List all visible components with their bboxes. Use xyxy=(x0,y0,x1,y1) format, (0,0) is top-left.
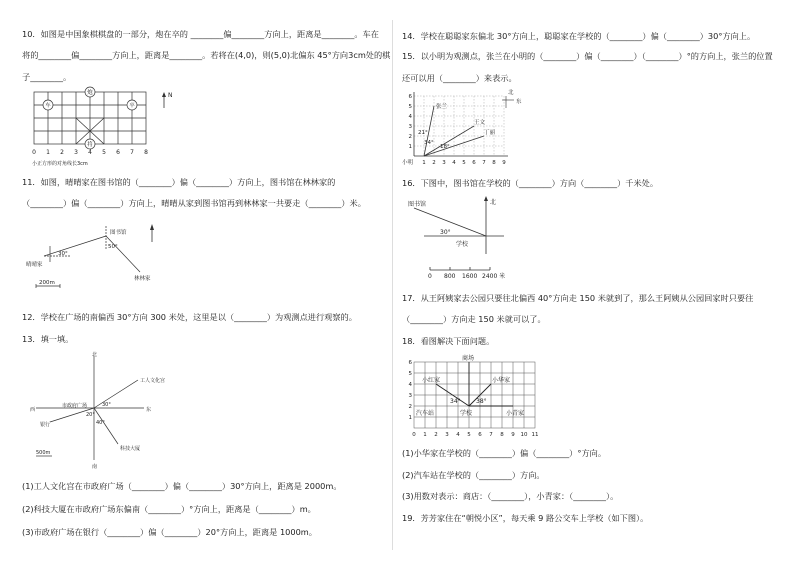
q18-xtick: 10 xyxy=(520,432,528,438)
station-label: 汽车站 xyxy=(416,410,435,417)
q18-xtick: 6 xyxy=(478,432,482,438)
q17-line2: （________）方向走 150 米就可以了。 xyxy=(402,314,546,324)
culture-palace-label: 工人文化宫 xyxy=(140,378,166,384)
angle-50: 50° xyxy=(108,244,118,250)
qing-home-label: 晴晴家 xyxy=(26,262,43,268)
school-label: 学校 xyxy=(460,410,473,417)
q15-ytick: 5 xyxy=(408,104,412,110)
hua-home-label: 小华家 xyxy=(492,377,511,384)
school-label: 学校 xyxy=(456,241,469,248)
q18-ytick: 2 xyxy=(408,404,412,410)
q11-line1: 11．如图，晴晴家在图书馆的（________）偏（________）方向上，图书馆在林林家的 xyxy=(22,177,336,187)
q18-blank2: (2)汽车站在学校的（________）方向。 xyxy=(402,470,545,480)
qing-home-label: 小青家 xyxy=(506,410,525,417)
q10-xtick: 7 xyxy=(130,149,134,156)
q18-xtick: 3 xyxy=(445,432,449,438)
q15-xtick: 5 xyxy=(462,160,466,166)
q18-xtick: 9 xyxy=(511,432,515,438)
q18-xtick: 5 xyxy=(467,432,471,438)
q13-blank3: (3)市政府广场在银行（________）偏（________）20°方向上，距离是 1000m。 xyxy=(22,527,317,537)
q17-line1: 17．从王阿姨家去公园只要往北偏西 40°方向走 150 米就到了，那么王阿姨从公园回家时只要往 xyxy=(402,293,754,303)
q15-ytick: 2 xyxy=(408,134,412,140)
center-label: 市政府广场 xyxy=(62,403,88,409)
dir-south: 南 xyxy=(92,464,98,470)
ding-label: 丁丽 xyxy=(484,130,496,136)
q18-grid xyxy=(402,352,542,440)
q15-ytick: 4 xyxy=(408,114,412,120)
angle-21: 21° xyxy=(418,130,428,136)
q10-xtick: 3 xyxy=(74,149,78,156)
q15-xtick: 3 xyxy=(442,160,446,166)
q10-xtick: 8 xyxy=(144,149,148,156)
mall-label: 商场 xyxy=(462,355,475,362)
q10-xtick: 2 xyxy=(60,149,64,156)
piece-pao-label: 炮 xyxy=(87,90,93,96)
angle-38: 38° xyxy=(476,398,487,405)
q18-xtick: 11 xyxy=(531,432,539,438)
q15-line1: 15．以小明为观测点，张兰在小明的（________）偏（________）（________）°的方向上，张兰的位置 xyxy=(402,51,773,61)
svg-text:北: 北 xyxy=(490,199,497,206)
scale-tick: 0 xyxy=(428,273,432,280)
angle-40: 40° xyxy=(96,420,105,426)
angle-30: 30° xyxy=(58,251,68,257)
origin-label: 小明 xyxy=(402,160,414,166)
q13-blank2: (2)科技大厦在市政府广场东偏南（________）°方向上，距离是（________）m。 xyxy=(22,504,316,514)
north-arrow-icon xyxy=(150,224,154,242)
q10-xtick: 5 xyxy=(102,149,106,156)
q14-line1: 14．学校在聪聪家东偏北 30°方向上，聪聪家在学校的（________）偏（________）30°方向上。 xyxy=(402,31,756,41)
q15-xtick: 9 xyxy=(502,160,506,166)
zhang-label: 张兰 xyxy=(436,104,448,110)
q10-xtick: 0 xyxy=(32,149,36,156)
q12-line1: 12．学校在广场的南偏西 30°方向 300 米处，这里是以（________）为观测点进行观察的。 xyxy=(22,312,357,322)
q10-note: 小正方形的对角线长3cm xyxy=(32,161,88,167)
q18-xtick: 4 xyxy=(456,432,460,438)
q18-xtick: 2 xyxy=(434,432,438,438)
q10-xtick: 6 xyxy=(116,149,120,156)
column-divider xyxy=(392,20,393,550)
dir-north: 北 xyxy=(92,352,98,358)
q15-grid xyxy=(402,88,542,168)
q18-ytick: 4 xyxy=(408,382,412,388)
q11-line2: （________）偏（________）方向上，晴晴从家到图书馆再到林林家一共要走（________）米。 xyxy=(22,198,366,208)
angle-30: 30° xyxy=(102,402,111,408)
q18-title: 18．看图解决下面问题。 xyxy=(402,336,495,346)
piece-zu-label: 卒 xyxy=(129,103,135,109)
piece-jiang-label: 将 xyxy=(87,142,93,148)
dir-west: 西 xyxy=(30,407,36,413)
q15-line2: 还可以用（________）来表示。 xyxy=(402,73,517,83)
scale-tick: 800 xyxy=(444,273,456,280)
q15-xtick: 8 xyxy=(492,160,496,166)
wang-label: 王文 xyxy=(474,120,486,126)
compass-icon xyxy=(502,88,522,108)
q18-ytick: 1 xyxy=(408,415,412,421)
q13-map xyxy=(28,350,208,468)
library-label: 图书馆 xyxy=(408,201,427,208)
north-arrow-icon xyxy=(162,92,173,108)
tech-tower-label: 科技大厦 xyxy=(120,446,141,452)
lin-home-label: 林林家 xyxy=(134,276,151,282)
q15-xtick: 4 xyxy=(452,160,456,166)
q18-blank3: (3)用数对表示：商店：（________），小青家：（________）。 xyxy=(402,491,619,501)
piece-che-label: 车 xyxy=(45,103,51,109)
scale-tick: 1600 xyxy=(462,273,478,280)
q15-ytick: 1 xyxy=(408,144,412,150)
angle-20: 20° xyxy=(86,412,95,418)
q18-ytick: 5 xyxy=(408,371,412,377)
q15-xtick: 2 xyxy=(432,160,436,166)
svg-text:N: N xyxy=(168,92,173,99)
q18-xtick: 8 xyxy=(500,432,504,438)
hong-home-label: 小红家 xyxy=(422,377,441,384)
scale-label: 200m xyxy=(39,280,55,286)
q18-ytick: 3 xyxy=(408,393,412,399)
q11-map xyxy=(26,220,176,295)
scale-label: 500m xyxy=(36,450,51,456)
dir-east: 东 xyxy=(146,407,152,413)
q15-ytick: 6 xyxy=(408,94,412,100)
angle-18: 18° xyxy=(440,144,450,150)
scale-tick: 2400 米 xyxy=(482,273,506,280)
q15-xtick: 7 xyxy=(482,160,486,166)
library-label: 图书馆 xyxy=(110,230,127,236)
q16-map xyxy=(404,194,524,280)
q10-line2: 将的________偏________方向上，距离是________。若将在(4,0)，则(5,0)北偏东 45°方向3cm处的棋 xyxy=(22,50,391,60)
angle-34: 34° xyxy=(450,398,461,405)
q18-xtick: 7 xyxy=(489,432,493,438)
q13-title: 13．填一填。 xyxy=(22,334,74,344)
q19-line1: 19．芳芳家住在“朝悦小区”，每天乘 9 路公交车上学校（如下图）。 xyxy=(402,513,649,523)
q10-chessboard xyxy=(28,88,178,168)
q15-xtick: 6 xyxy=(472,160,476,166)
q13-blank1: (1)工人文化宫在市政府广场（________）偏（________）30°方向上，距离是 2000m。 xyxy=(22,481,342,491)
q15-ytick: 3 xyxy=(408,124,412,130)
q10-xtick: 4 xyxy=(88,149,92,156)
q18-xtick: 0 xyxy=(412,432,416,438)
bank-label: 银行 xyxy=(40,422,51,428)
angle-34: 34° xyxy=(424,140,434,146)
q18-ytick: 6 xyxy=(408,360,412,366)
q15-xtick: 1 xyxy=(422,160,426,166)
q16-line1: 16．下图中，图书馆在学校的（________）方向（________）千米处。 xyxy=(402,178,659,188)
svg-text:北: 北 xyxy=(508,90,514,96)
q18-blank1: (1)小华家在学校的（________）偏（________）°方向。 xyxy=(402,448,607,458)
q18-xtick: 1 xyxy=(423,432,427,438)
q10-line1: 10．如图是中国象棋棋盘的一部分，炮在卒的 ________偏________方向上，距离是________。车在 xyxy=(22,29,379,39)
angle-30: 30° xyxy=(440,229,451,236)
q10-xtick: 1 xyxy=(46,149,50,156)
svg-text:东: 东 xyxy=(516,99,522,105)
q10-line3: 子________。 xyxy=(22,72,72,82)
